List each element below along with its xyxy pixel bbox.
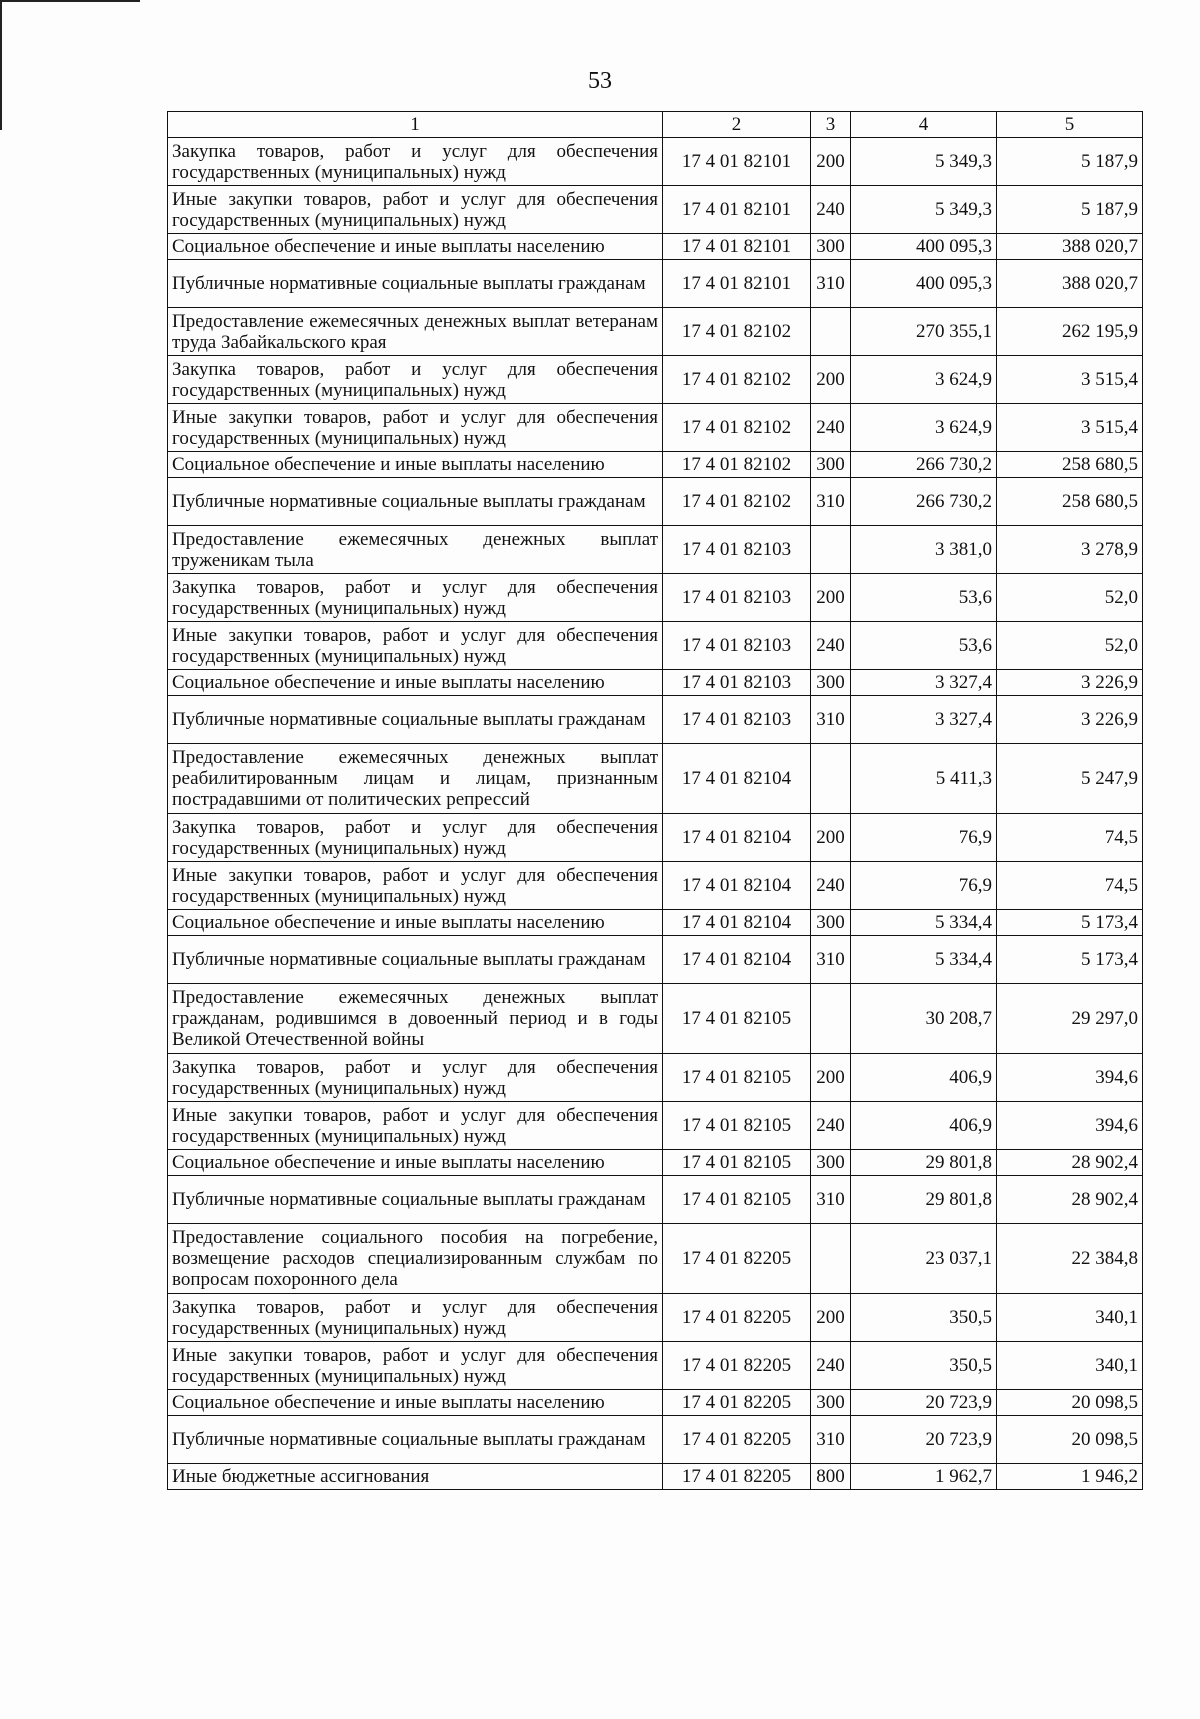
- row-name-cell: Публичные нормативные социальные выплаты гражданам: [168, 936, 663, 984]
- table-row: [168, 1390, 1143, 1416]
- table-row: [168, 1294, 1143, 1342]
- row-expense-type-cell: 200: [811, 356, 851, 404]
- row-expense-type-cell: 300: [811, 234, 851, 260]
- row-name-cell: Иные закупки товаров, работ и услуг для обеспечения государственных (муниципальных) нужд: [168, 622, 663, 670]
- row-code-cell: 17 4 01 82205: [663, 1390, 811, 1416]
- row-expense-type-cell: [811, 744, 851, 814]
- row-code-cell: 17 4 01 82102: [663, 452, 811, 478]
- row-value-col4-cell: 76,9: [851, 862, 997, 910]
- row-value-col4-cell: 3 327,4: [851, 696, 997, 744]
- row-code-cell: 17 4 01 82101: [663, 234, 811, 260]
- row-value-col5-cell: 52,0: [997, 574, 1143, 622]
- row-code-cell: 17 4 01 82101: [663, 260, 811, 308]
- table-row: [168, 936, 1143, 984]
- row-value-col4-cell: 350,5: [851, 1342, 997, 1390]
- row-value-col4-cell: 266 730,2: [851, 478, 997, 526]
- table-row: [168, 356, 1143, 404]
- row-value-col4-cell: 53,6: [851, 622, 997, 670]
- table-row: [168, 910, 1143, 936]
- row-value-col5-cell: 74,5: [997, 814, 1143, 862]
- row-value-col5-cell: 388 020,7: [997, 260, 1143, 308]
- row-name-cell: Иные закупки товаров, работ и услуг для обеспечения государственных (муниципальных) нужд: [168, 1102, 663, 1150]
- table-row: [168, 308, 1143, 356]
- row-value-col4-cell: 5 349,3: [851, 186, 997, 234]
- row-code-cell: 17 4 01 82104: [663, 744, 811, 814]
- row-value-col4-cell: 5 334,4: [851, 910, 997, 936]
- row-value-col4-cell: 3 381,0: [851, 526, 997, 574]
- row-code-cell: 17 4 01 82205: [663, 1416, 811, 1464]
- row-name-cell: Публичные нормативные социальные выплаты гражданам: [168, 696, 663, 744]
- row-value-col5-cell: 29 297,0: [997, 984, 1143, 1054]
- row-value-col5-cell: 20 098,5: [997, 1390, 1143, 1416]
- row-code-cell: 17 4 01 82104: [663, 936, 811, 984]
- row-value-col5-cell: 394,6: [997, 1102, 1143, 1150]
- row-value-col4-cell: 3 624,9: [851, 404, 997, 452]
- row-value-col5-cell: 340,1: [997, 1342, 1143, 1390]
- table-row: [168, 622, 1143, 670]
- row-name-cell: Социальное обеспечение и иные выплаты населению: [168, 1150, 663, 1176]
- row-value-col5-cell: 20 098,5: [997, 1416, 1143, 1464]
- row-expense-type-cell: 200: [811, 138, 851, 186]
- row-value-col5-cell: 28 902,4: [997, 1150, 1143, 1176]
- row-expense-type-cell: 200: [811, 1054, 851, 1102]
- row-expense-type-cell: 300: [811, 1150, 851, 1176]
- row-name-cell: Иные закупки товаров, работ и услуг для обеспечения государственных (муниципальных) нужд: [168, 862, 663, 910]
- row-expense-type-cell: 310: [811, 478, 851, 526]
- row-expense-type-cell: 310: [811, 1416, 851, 1464]
- row-code-cell: 17 4 01 82205: [663, 1224, 811, 1294]
- row-code-cell: 17 4 01 82102: [663, 404, 811, 452]
- row-value-col5-cell: 340,1: [997, 1294, 1143, 1342]
- row-name-cell: Социальное обеспечение и иные выплаты населению: [168, 452, 663, 478]
- row-expense-type-cell: 300: [811, 670, 851, 696]
- table-row: [168, 984, 1143, 1054]
- row-code-cell: 17 4 01 82102: [663, 478, 811, 526]
- row-name-cell: Закупка товаров, работ и услуг для обеспечения государственных (муниципальных) нужд: [168, 356, 663, 404]
- table-row: [168, 478, 1143, 526]
- row-value-col4-cell: 266 730,2: [851, 452, 997, 478]
- row-code-cell: 17 4 01 82104: [663, 910, 811, 936]
- row-name-cell: Закупка товаров, работ и услуг для обеспечения государственных (муниципальных) нужд: [168, 814, 663, 862]
- row-expense-type-cell: [811, 308, 851, 356]
- row-code-cell: 17 4 01 82105: [663, 984, 811, 1054]
- row-name-cell: Закупка товаров, работ и услуг для обеспечения государственных (муниципальных) нужд: [168, 1294, 663, 1342]
- row-code-cell: 17 4 01 82101: [663, 186, 811, 234]
- scan-edge-top: [0, 0, 140, 8]
- row-name-cell: Предоставление ежемесячных денежных выплат труженикам тыла: [168, 526, 663, 574]
- row-expense-type-cell: 240: [811, 622, 851, 670]
- row-code-cell: 17 4 01 82205: [663, 1294, 811, 1342]
- row-name-cell: Публичные нормативные социальные выплаты гражданам: [168, 478, 663, 526]
- row-expense-type-cell: 240: [811, 1102, 851, 1150]
- row-value-col4-cell: 29 801,8: [851, 1176, 997, 1224]
- row-name-cell: Предоставление ежемесячных денежных выплат реабилитированным лицам и лицам, признанным пострадавшими от политических репрессий: [168, 744, 663, 814]
- row-value-col5-cell: 5 247,9: [997, 744, 1143, 814]
- row-name-cell: Закупка товаров, работ и услуг для обеспечения государственных (муниципальных) нужд: [168, 138, 663, 186]
- row-expense-type-cell: 240: [811, 1342, 851, 1390]
- row-expense-type-cell: [811, 984, 851, 1054]
- column-header: 2: [663, 112, 811, 138]
- row-code-cell: 17 4 01 82102: [663, 356, 811, 404]
- row-value-col5-cell: 3 278,9: [997, 526, 1143, 574]
- row-value-col5-cell: 388 020,7: [997, 234, 1143, 260]
- row-expense-type-cell: 200: [811, 1294, 851, 1342]
- row-expense-type-cell: 310: [811, 260, 851, 308]
- row-value-col4-cell: 5 334,4: [851, 936, 997, 984]
- column-header: 4: [851, 112, 997, 138]
- row-code-cell: 17 4 01 82101: [663, 138, 811, 186]
- row-value-col4-cell: 20 723,9: [851, 1416, 997, 1464]
- row-value-col5-cell: 5 187,9: [997, 186, 1143, 234]
- table-row: [168, 1342, 1143, 1390]
- row-name-cell: Социальное обеспечение и иные выплаты населению: [168, 910, 663, 936]
- row-code-cell: 17 4 01 82103: [663, 696, 811, 744]
- row-name-cell: Публичные нормативные социальные выплаты гражданам: [168, 1176, 663, 1224]
- page-number: 53: [588, 68, 612, 94]
- row-expense-type-cell: 300: [811, 910, 851, 936]
- row-value-col4-cell: 3 624,9: [851, 356, 997, 404]
- row-code-cell: 17 4 01 82104: [663, 814, 811, 862]
- row-expense-type-cell: 240: [811, 404, 851, 452]
- row-code-cell: 17 4 01 82105: [663, 1150, 811, 1176]
- row-expense-type-cell: 310: [811, 936, 851, 984]
- row-value-col4-cell: 29 801,8: [851, 1150, 997, 1176]
- row-name-cell: Предоставление ежемесячных денежных выплат гражданам, родившимся в довоенный период и в годы Великой Отечественной войны: [168, 984, 663, 1054]
- row-code-cell: 17 4 01 82205: [663, 1464, 811, 1490]
- row-name-cell: Социальное обеспечение и иные выплаты населению: [168, 670, 663, 696]
- row-value-col5-cell: 258 680,5: [997, 452, 1143, 478]
- row-value-col4-cell: 406,9: [851, 1102, 997, 1150]
- row-name-cell: Иные закупки товаров, работ и услуг для обеспечения государственных (муниципальных) нужд: [168, 1342, 663, 1390]
- row-value-col5-cell: 394,6: [997, 1054, 1143, 1102]
- table-row: [168, 1176, 1143, 1224]
- row-value-col4-cell: 5 349,3: [851, 138, 997, 186]
- table-row: [168, 696, 1143, 744]
- row-code-cell: 17 4 01 82103: [663, 526, 811, 574]
- row-value-col5-cell: 3 226,9: [997, 696, 1143, 744]
- table-row: [168, 574, 1143, 622]
- row-value-col4-cell: 1 962,7: [851, 1464, 997, 1490]
- table-row: [168, 1464, 1143, 1490]
- column-header: 1: [168, 112, 663, 138]
- row-value-col5-cell: 5 173,4: [997, 910, 1143, 936]
- scan-edge-left: [0, 0, 6, 130]
- row-name-cell: Закупка товаров, работ и услуг для обеспечения государственных (муниципальных) нужд: [168, 574, 663, 622]
- row-value-col4-cell: 406,9: [851, 1054, 997, 1102]
- row-value-col4-cell: 270 355,1: [851, 308, 997, 356]
- row-expense-type-cell: 310: [811, 696, 851, 744]
- row-name-cell: Закупка товаров, работ и услуг для обеспечения государственных (муниципальных) нужд: [168, 1054, 663, 1102]
- row-value-col5-cell: 3 515,4: [997, 404, 1143, 452]
- row-expense-type-cell: 310: [811, 1176, 851, 1224]
- table-row: [168, 526, 1143, 574]
- table-row: [168, 404, 1143, 452]
- row-value-col5-cell: 5 173,4: [997, 936, 1143, 984]
- table-row: [168, 670, 1143, 696]
- row-expense-type-cell: 200: [811, 574, 851, 622]
- table-row: [168, 862, 1143, 910]
- row-value-col5-cell: 258 680,5: [997, 478, 1143, 526]
- table-row: [168, 234, 1143, 260]
- row-expense-type-cell: [811, 1224, 851, 1294]
- row-code-cell: 17 4 01 82105: [663, 1102, 811, 1150]
- table-row: [168, 1150, 1143, 1176]
- header-row: [168, 112, 1143, 138]
- row-name-cell: Иные закупки товаров, работ и услуг для обеспечения государственных (муниципальных) нужд: [168, 186, 663, 234]
- table-row: [168, 1102, 1143, 1150]
- row-value-col5-cell: 52,0: [997, 622, 1143, 670]
- row-name-cell: Предоставление ежемесячных денежных выплат ветеранам труда Забайкальского края: [168, 308, 663, 356]
- table-row: [168, 186, 1143, 234]
- row-code-cell: 17 4 01 82205: [663, 1342, 811, 1390]
- row-code-cell: 17 4 01 82103: [663, 670, 811, 696]
- row-expense-type-cell: 300: [811, 1390, 851, 1416]
- row-name-cell: Публичные нормативные социальные выплаты гражданам: [168, 260, 663, 308]
- row-value-col5-cell: 3 226,9: [997, 670, 1143, 696]
- row-code-cell: 17 4 01 82105: [663, 1054, 811, 1102]
- row-value-col5-cell: 1 946,2: [997, 1464, 1143, 1490]
- budget-table: [167, 111, 1143, 1490]
- row-name-cell: Иные бюджетные ассигнования: [168, 1464, 663, 1490]
- table-row: [168, 1416, 1143, 1464]
- row-value-col4-cell: 400 095,3: [851, 234, 997, 260]
- row-value-col5-cell: 74,5: [997, 862, 1143, 910]
- table-row: [168, 814, 1143, 862]
- row-name-cell: Социальное обеспечение и иные выплаты населению: [168, 1390, 663, 1416]
- row-value-col4-cell: 400 095,3: [851, 260, 997, 308]
- table-row: [168, 1224, 1143, 1294]
- row-value-col4-cell: 30 208,7: [851, 984, 997, 1054]
- row-code-cell: 17 4 01 82103: [663, 574, 811, 622]
- table-row: [168, 744, 1143, 814]
- row-code-cell: 17 4 01 82105: [663, 1176, 811, 1224]
- row-value-col5-cell: 5 187,9: [997, 138, 1143, 186]
- row-expense-type-cell: [811, 526, 851, 574]
- row-expense-type-cell: 800: [811, 1464, 851, 1490]
- column-header: 5: [997, 112, 1143, 138]
- table-row: [168, 138, 1143, 186]
- row-value-col5-cell: 28 902,4: [997, 1176, 1143, 1224]
- table-row: [168, 452, 1143, 478]
- row-code-cell: 17 4 01 82102: [663, 308, 811, 356]
- row-name-cell: Иные закупки товаров, работ и услуг для обеспечения государственных (муниципальных) нужд: [168, 404, 663, 452]
- row-expense-type-cell: 240: [811, 186, 851, 234]
- row-code-cell: 17 4 01 82103: [663, 622, 811, 670]
- table-row: [168, 260, 1143, 308]
- column-header: 3: [811, 112, 851, 138]
- row-expense-type-cell: 300: [811, 452, 851, 478]
- row-name-cell: Публичные нормативные социальные выплаты гражданам: [168, 1416, 663, 1464]
- row-value-col4-cell: 53,6: [851, 574, 997, 622]
- table-body: [168, 138, 1143, 1490]
- row-value-col4-cell: 20 723,9: [851, 1390, 997, 1416]
- row-value-col4-cell: 5 411,3: [851, 744, 997, 814]
- row-name-cell: Социальное обеспечение и иные выплаты населению: [168, 234, 663, 260]
- row-value-col4-cell: 76,9: [851, 814, 997, 862]
- row-expense-type-cell: 200: [811, 814, 851, 862]
- table-row: [168, 1054, 1143, 1102]
- row-value-col4-cell: 3 327,4: [851, 670, 997, 696]
- row-code-cell: 17 4 01 82104: [663, 862, 811, 910]
- row-value-col5-cell: 22 384,8: [997, 1224, 1143, 1294]
- row-value-col4-cell: 23 037,1: [851, 1224, 997, 1294]
- row-value-col5-cell: 3 515,4: [997, 356, 1143, 404]
- row-expense-type-cell: 240: [811, 862, 851, 910]
- row-value-col4-cell: 350,5: [851, 1294, 997, 1342]
- row-name-cell: Предоставление социального пособия на погребение, возмещение расходов специализированным службам по вопросам похоронного дела: [168, 1224, 663, 1294]
- row-value-col5-cell: 262 195,9: [997, 308, 1143, 356]
